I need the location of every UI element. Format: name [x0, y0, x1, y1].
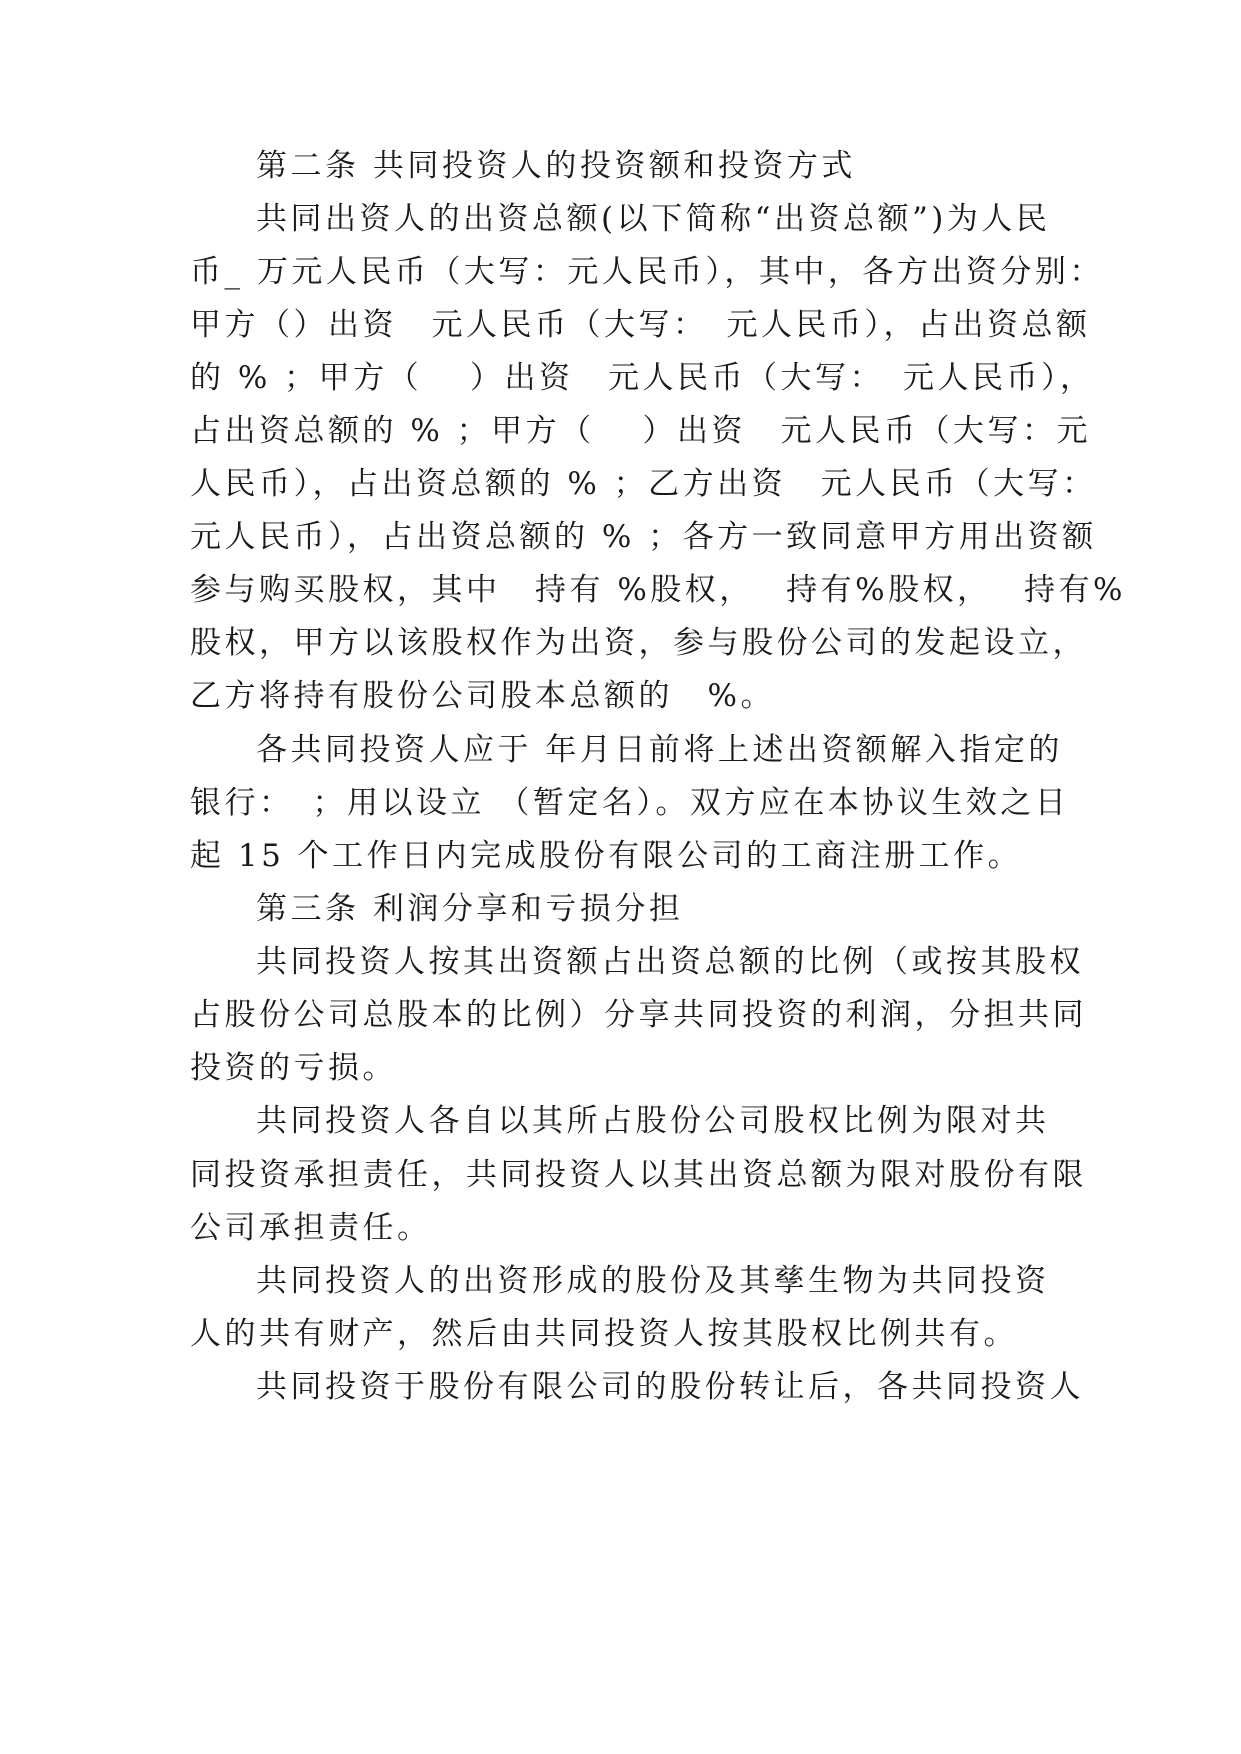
paragraph-line: 共同投资于股份有限公司的股份转让后，各共同投资人	[256, 1369, 1084, 1405]
paragraph-line: 起 15 个工作日内完成股份有限公司的工商注册工作。	[190, 838, 1023, 874]
paragraph-line: 同投资承担责任，共同投资人以其出资总额为限对股份有限	[190, 1157, 1087, 1193]
paragraph-line: 各共同投资人应于 年月日前将上述出资额解入指定的	[256, 732, 1063, 768]
paragraph-line: 银行： ；用以设立 （暂定名）。双方应在本协议生效之日	[190, 785, 1070, 821]
paragraph-line: 币_ 万元人民币（大写：元人民币），其中，各方出资分别：	[190, 254, 1104, 290]
paragraph-line: 甲方（）出资 元人民币（大写： 元人民币），占出资总额	[190, 307, 1091, 343]
paragraph-line: 占出资总额的 % ；甲方（ ）出资 元人民币（大写：元	[190, 413, 1092, 449]
paragraph-line: 公司承担责任。	[190, 1210, 432, 1246]
article-3-heading: 第三条 利润分享和亏损分担	[256, 891, 684, 927]
article-2-heading: 第二条 共同投资人的投资额和投资方式	[256, 148, 856, 184]
paragraph-line: 投资的亏损。	[190, 1050, 397, 1086]
paragraph-line: 共同投资人的出资形成的股份及其孳生物为共同投资	[256, 1263, 1050, 1299]
paragraph-line: 共同投资人各自以其所占股份公司股权比例为限对共	[256, 1103, 1050, 1139]
paragraph-line: 共同投资人按其出资额占出资总额的比例（或按其股权	[256, 944, 1084, 980]
paragraph-line: 人民币），占出资总额的 % ；乙方出资 元人民币（大写：	[190, 466, 1097, 502]
paragraph-line: 乙方将持有股份公司股本总额的 %。	[190, 678, 775, 714]
paragraph-line: 股权，甲方以该股权作为出资，参与股份公司的发起设立，	[190, 625, 1087, 661]
paragraph-line: 的 % ；甲方（ ）出资 元人民币（大写： 元人民币），	[190, 360, 1095, 396]
paragraph-line: 占股份公司总股本的比例）分享共同投资的利润，分担共同	[190, 997, 1087, 1033]
paragraph-line: 人的共有财产，然后由共同投资人按其股权比例共有。	[190, 1316, 1018, 1352]
paragraph-line: 元人民币），占出资总额的 % ；各方一致同意甲方用出资额	[190, 519, 1097, 555]
paragraph-line: 共同出资人的出资总额(以下简称“出资总额”)为人民	[256, 201, 1051, 237]
paragraph-line: 参与购买股权，其中 持有 %股权， 持有%股权， 持有%	[190, 572, 1126, 608]
